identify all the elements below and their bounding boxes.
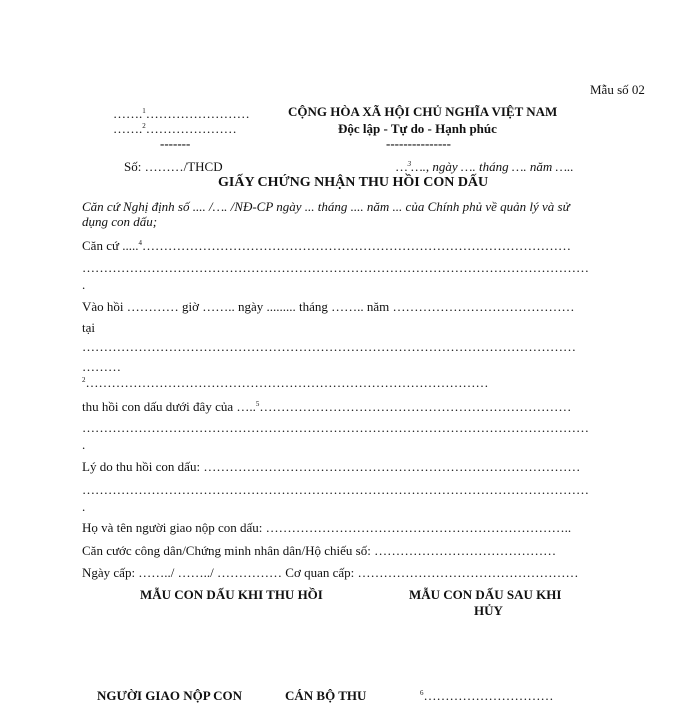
time-line: Vào hồi ………… giờ …….. ngày ......... tháng …….. năm ……………………………………	[82, 299, 575, 314]
issue-line: Ngày cấp: ……../ ……../ …………… Cơ quan cấp: ……………………………………………	[82, 565, 579, 580]
basis-line: Căn cứ .....$^4$………………………………………………………………………………………	[82, 238, 572, 253]
id-number-line: Căn cước công dân/Chứng minh nhân dân/Hộ chiếu số: ……………………………………	[82, 543, 557, 558]
seal-destroyed-heading: MẪU CON DẤU SAU KHI	[409, 587, 562, 602]
recover-dots: ………………………………………………………………………………………………………	[82, 420, 589, 435]
footer-officer-signer: CÁN BỘ THU	[285, 688, 367, 703]
footer-authority-signer: $^6$…………………………	[420, 688, 554, 703]
basis-period: .	[82, 277, 86, 292]
reason-period: .	[82, 499, 86, 514]
location-label: tại	[82, 320, 95, 335]
seal-destroyed-heading-2: HỦY	[474, 603, 503, 618]
motto-divider: ---------------	[386, 136, 451, 151]
seal-recovered-heading: MẪU CON DẤU KHI THU HỒI	[140, 587, 323, 602]
recover-period: .	[82, 437, 86, 452]
reason-line: Lý do thu hồi con dấu: ……………………………………………………………………………	[82, 459, 581, 474]
agency-divider: -------	[160, 136, 191, 151]
agency-ref-line: $^2$…………………………………………………………………………………	[82, 375, 489, 390]
decree-line-2: dụng con dấu;	[82, 214, 158, 229]
basis-dots: ………………………………………………………………………………………………………	[82, 260, 589, 275]
reason-dots: ………………………………………………………………………………………………………	[82, 482, 589, 497]
document-title: GIẤY CHỨNG NHẬN THU HỒI CON DẤU	[218, 175, 489, 190]
decree-line-1: Căn cứ Nghị định số .... /…. /NĐ-CP ngày ... tháng .... năm ... của Chính phủ về quản lý và sử	[82, 199, 570, 214]
motto: Độc lập - Tự do - Hạnh phúc	[338, 121, 497, 136]
document-number: Số: ………/THCD	[124, 159, 223, 174]
footer-handover-signer: NGƯỜI GIAO NỘP CON	[97, 688, 243, 703]
form-number: Mẫu số 02	[590, 82, 645, 97]
handover-name-line: Họ và tên người giao nộp con dấu: ……………………………………………………………..	[82, 520, 572, 535]
location-dots: ……………………………………………………………………………………………………	[82, 339, 576, 354]
agency-line-1: …….$^1$……………………	[113, 106, 250, 121]
recover-line: thu hồi con dấu dưới đây của …..$^5$………………………………………………………………	[82, 399, 572, 414]
nation-title: CỘNG HÒA XÃ HỘI CHỦ NGHĨA VIỆT NAM	[288, 104, 558, 119]
location-dots-short: ………	[82, 359, 121, 374]
agency-line-2: …….$^2$…………………	[113, 121, 237, 136]
date-line: …$^3$…., ngày …. tháng …. năm …..	[396, 159, 574, 174]
